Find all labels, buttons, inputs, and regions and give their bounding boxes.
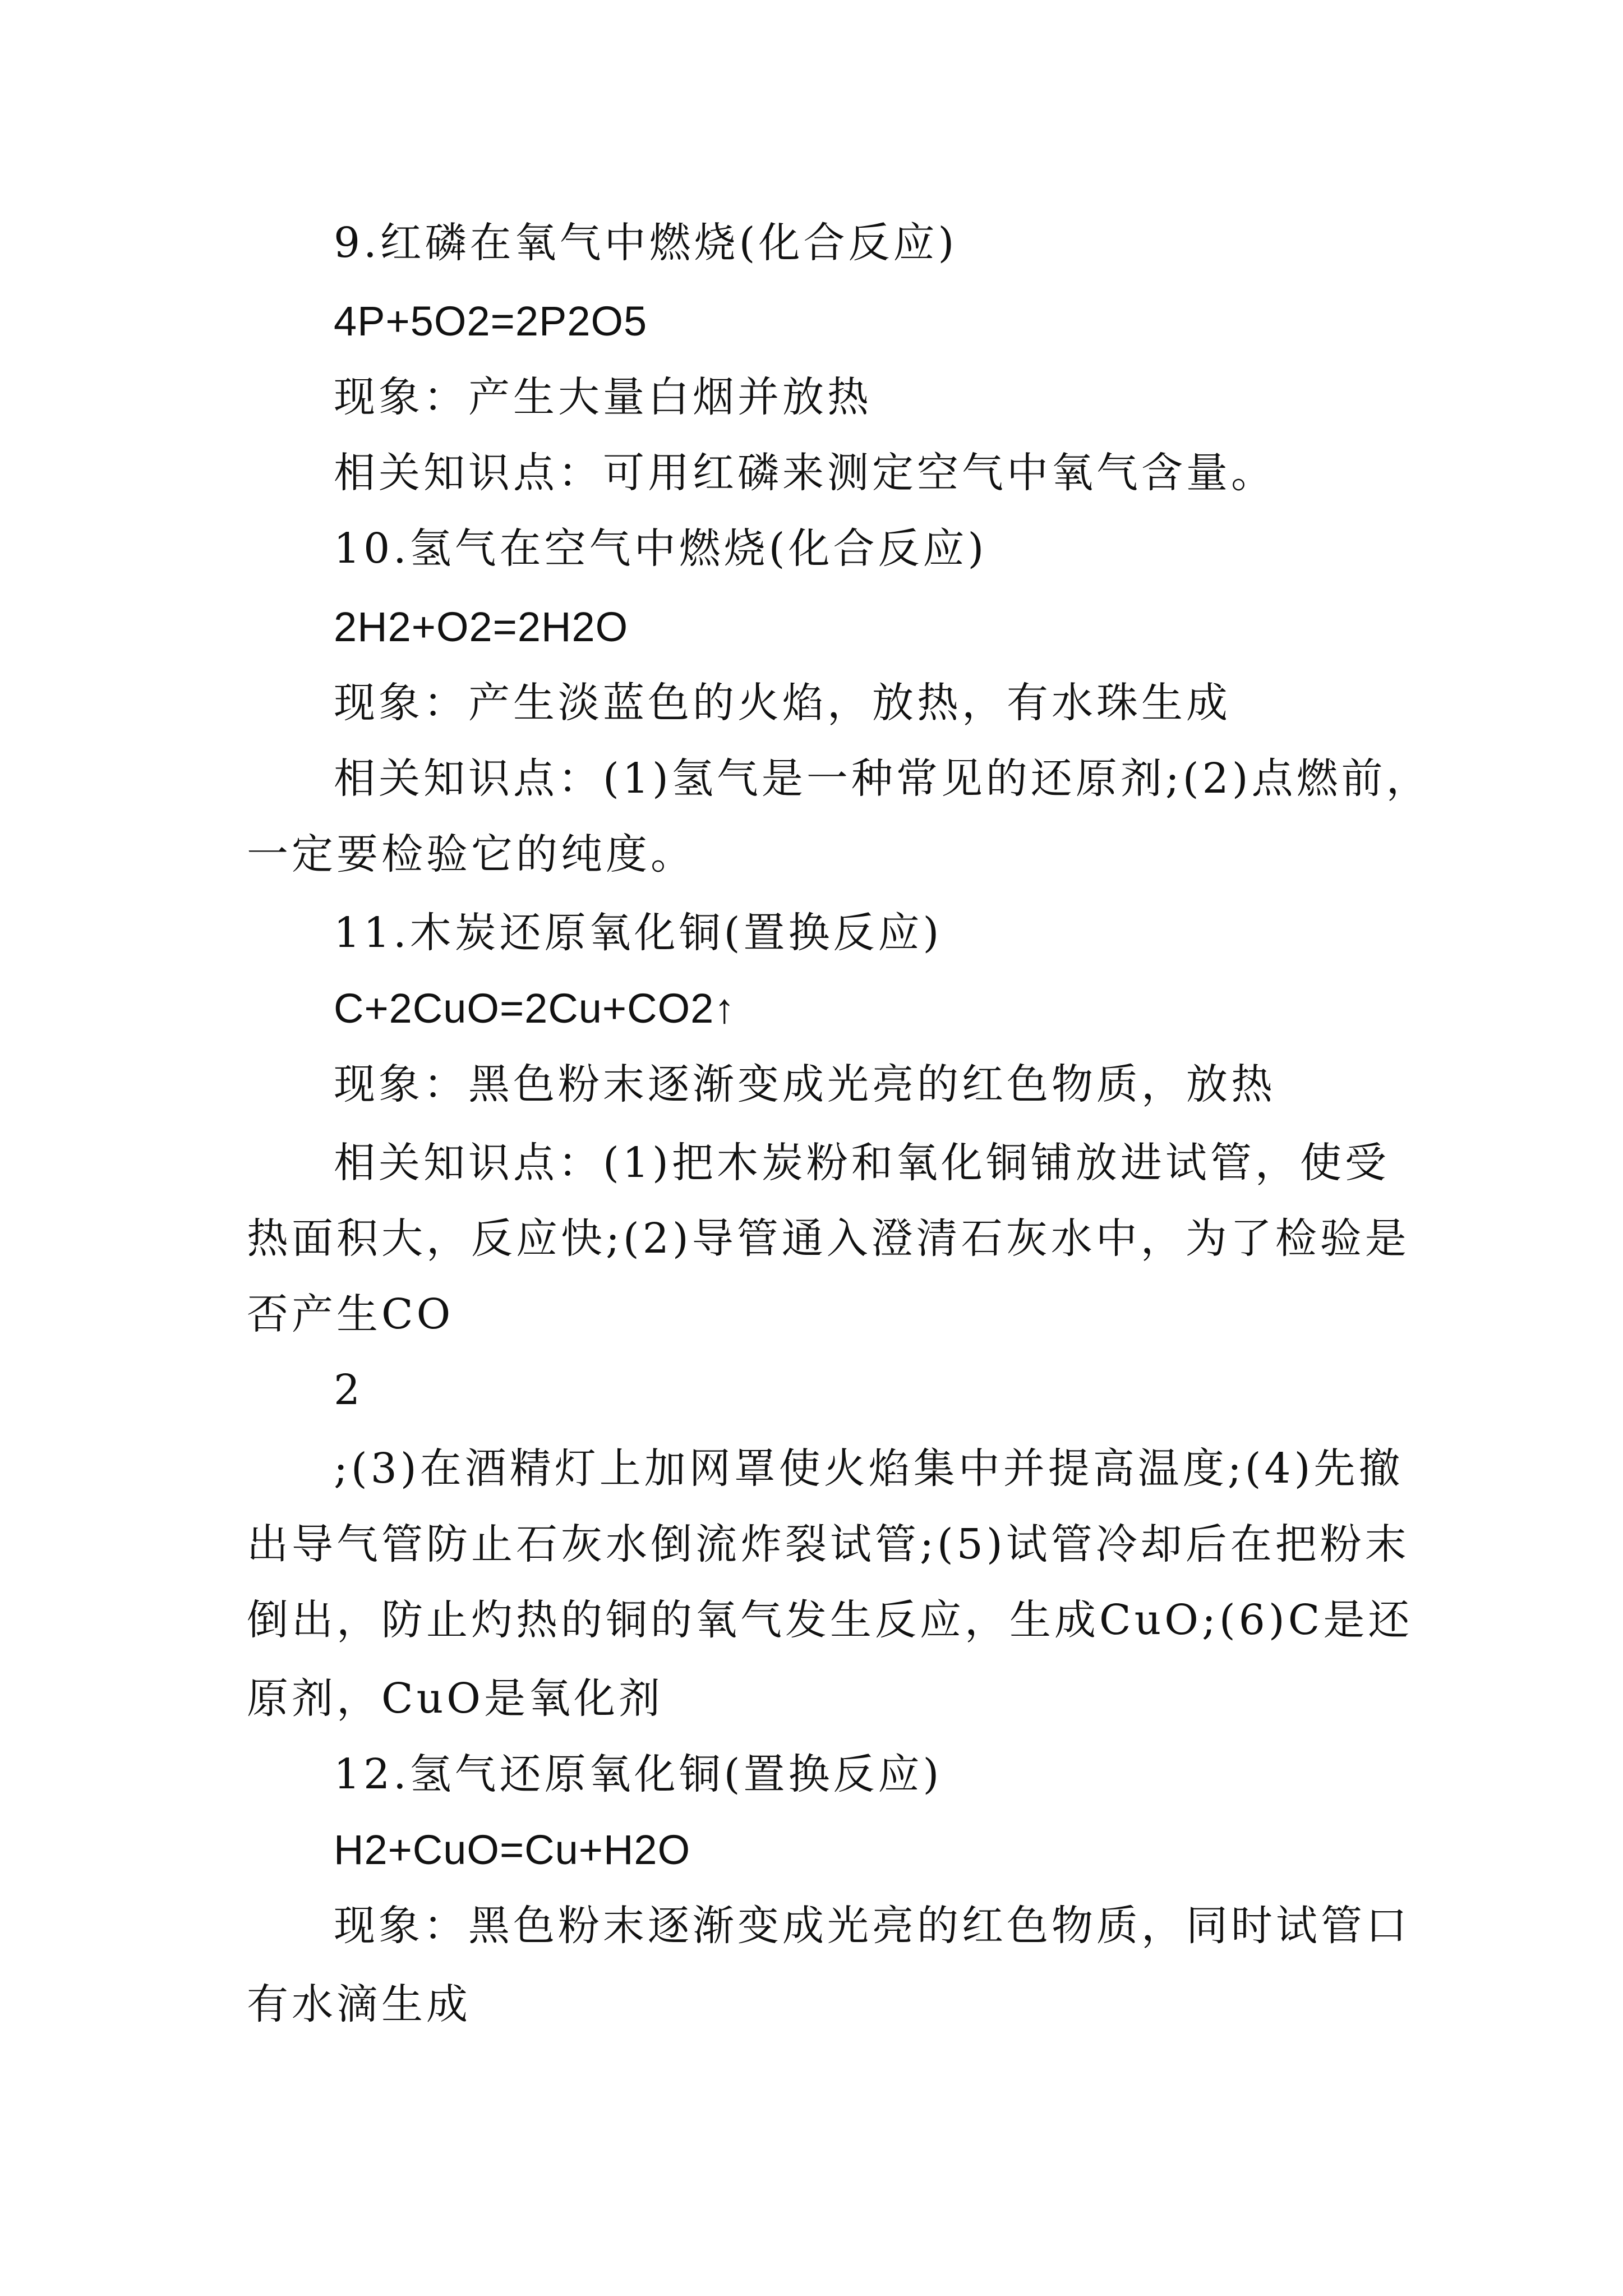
- text-line-7: 现象：产生淡蓝色的火焰，放热，有水珠生成: [334, 679, 1231, 727]
- text-line-18: 出导气管防止石灰水倒流炸裂试管;(5)试管冷却后在把粉末: [247, 1520, 1410, 1568]
- text-line-19: 倒出，防止灼热的铜的氧气发生反应，生成CuO;(6)C是还: [247, 1596, 1413, 1644]
- text-line-4: 相关知识点：可用红磷来测定空气中氧气含量。: [334, 449, 1276, 497]
- text-line-16: 2: [334, 1366, 364, 1414]
- text-line-9: 一定要检验它的纯度。: [247, 830, 695, 878]
- text-line-20: 原剂，CuO是氧化剂: [247, 1674, 663, 1723]
- text-line-14: 热面积大，反应快;(2)导管通入澄清石灰水中，为了检验是: [247, 1214, 1410, 1263]
- formula-line-6: 2H2+O2=2H2O: [334, 604, 629, 650]
- text-line-15: 否产生CO: [247, 1290, 454, 1338]
- text-line-21: 12.氢气还原氧化铜(置换反应): [334, 1750, 943, 1798]
- text-line-23: 现象：黑色粉末逐渐变成光亮的红色物质，同时试管口: [334, 1902, 1410, 1950]
- text-line-12: 现象：黑色粉末逐渐变成光亮的红色物质，放热: [334, 1060, 1276, 1108]
- text-line-1: 9.红磷在氧气中燃烧(化合反应): [334, 219, 958, 267]
- text-line-8: 相关知识点：(1)氢气是一种常见的还原剂;(2)点燃前，: [334, 754, 1431, 803]
- text-line-24: 有水滴生成: [247, 1980, 471, 2028]
- text-line-13: 相关知识点：(1)把木炭粉和氧化铜铺放进试管，使受: [334, 1139, 1390, 1187]
- formula-line-22: H2+CuO=Cu+H2O: [334, 1826, 691, 1873]
- text-line-5: 10.氢气在空气中燃烧(化合反应): [334, 524, 988, 573]
- formula-line-2: 4P+5O2=2P2O5: [334, 298, 648, 344]
- text-line-3: 现象：产生大量白烟并放热: [334, 373, 872, 421]
- text-line-10: 11.木炭还原氧化铜(置换反应): [334, 909, 943, 957]
- text-line-17: ;(3)在酒精灯上加网罩使火焰集中并提高温度;(4)先撤: [334, 1444, 1404, 1493]
- formula-line-11: C+2CuO=2Cu+CO2↑: [334, 985, 736, 1032]
